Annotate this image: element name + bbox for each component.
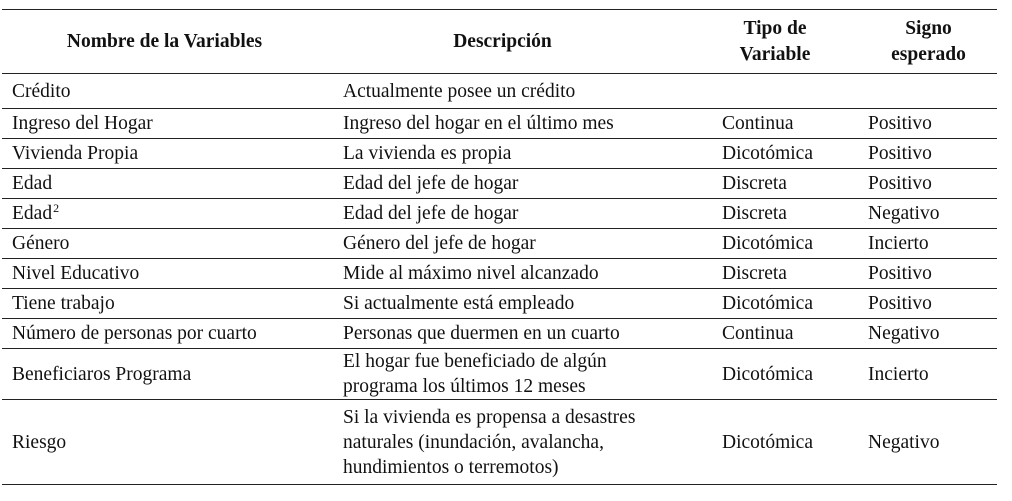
cell-signo: Incierto	[868, 229, 997, 259]
cell-descripcion: Personas que duermen en un cuarto	[333, 319, 712, 349]
header-tipo-line2: Variable	[739, 43, 811, 65]
cell-descripcion-line: hundimientos o terremotos)	[343, 456, 559, 478]
cell-signo	[868, 74, 997, 109]
cell-descripcion: La vivienda es propia	[333, 139, 712, 169]
table-row	[2, 229, 997, 259]
cell-tipo: Dicotómica	[712, 400, 868, 485]
table-row	[2, 169, 997, 199]
table-row	[2, 259, 997, 289]
header-nombre: Nombre de la Variables	[2, 10, 333, 74]
cell-descripcion: Actualmente posee un crédito	[333, 74, 712, 109]
cell-nombre: Género	[2, 229, 333, 259]
cell-descripcion: Si actualmente está empleado	[333, 289, 712, 319]
cell-signo: Positivo	[868, 109, 997, 139]
cell-nombre: Tiene trabajo	[2, 289, 333, 319]
table-row	[2, 319, 997, 349]
cell-signo: Positivo	[868, 259, 997, 289]
cell-nombre: Número de personas por cuarto	[2, 319, 333, 349]
table-row	[2, 349, 997, 400]
cell-tipo: Continua	[712, 319, 868, 349]
cell-signo: Positivo	[868, 139, 997, 169]
cell-descripcion-line: El hogar fue beneficiado de algún	[343, 351, 607, 372]
header-tipo	[712, 10, 868, 74]
cell-tipo: Discreta	[712, 169, 868, 199]
table-body	[2, 74, 997, 485]
cell-descripcion-line: Si la vivienda es propensa a desastres	[343, 406, 636, 428]
cell-tipo: Dicotómica	[712, 289, 868, 319]
cell-tipo: Discreta	[712, 199, 868, 229]
cell-tipo	[712, 74, 868, 109]
cell-nombre: Riesgo	[2, 400, 333, 485]
cell-descripcion: Mide al máximo nivel alcanzado	[333, 259, 712, 289]
cell-tipo: Dicotómica	[712, 229, 868, 259]
cell-nombre: Beneficiaros Programa	[2, 349, 333, 400]
cell-tipo: Discreta	[712, 259, 868, 289]
header-tipo-line1: Tipo de	[743, 17, 807, 39]
table-header	[2, 10, 997, 74]
cell-descripcion: Ingreso del hogar en el último mes	[333, 109, 712, 139]
cell-nombre	[2, 199, 333, 229]
header-descripcion: Descripción	[333, 10, 712, 74]
cell-signo: Negativo	[868, 199, 997, 229]
cell-descripcion-line: naturales (inundación, avalancha,	[343, 431, 604, 453]
table-row	[2, 400, 997, 485]
cell-nombre: Ingreso del Hogar	[2, 109, 333, 139]
header-row	[2, 10, 997, 74]
table-row	[2, 139, 997, 169]
cell-nombre: Vivienda Propia	[2, 139, 333, 169]
cell-signo: Negativo	[868, 319, 997, 349]
table-row	[2, 289, 997, 319]
cell-tipo: Continua	[712, 109, 868, 139]
table-row	[2, 199, 997, 229]
cell-signo: Positivo	[868, 169, 997, 199]
table-row	[2, 109, 997, 139]
cell-descripcion: Edad del jefe de hogar	[333, 169, 712, 199]
cell-nombre-text: Edad	[12, 203, 53, 224]
cell-nombre: Edad	[2, 169, 333, 199]
header-signo	[868, 10, 997, 74]
cell-signo: Positivo	[868, 289, 997, 319]
variables-table	[2, 9, 997, 485]
cell-signo: Incierto	[868, 349, 997, 400]
cell-tipo: Dicotómica	[712, 139, 868, 169]
superscript-exponent: 2	[53, 201, 60, 215]
cell-descripcion-line: programa los últimos 12 meses	[343, 376, 586, 397]
cell-nombre: Nivel Educativo	[2, 259, 333, 289]
cell-nombre: Crédito	[2, 74, 333, 109]
header-signo-line2: esperado	[891, 43, 966, 65]
cell-descripcion	[333, 400, 712, 485]
cell-tipo: Dicotómica	[712, 349, 868, 400]
cell-descripcion: Género del jefe de hogar	[333, 229, 712, 259]
header-signo-line1: Signo	[905, 17, 952, 39]
table-row	[2, 74, 997, 109]
cell-descripcion: Edad del jefe de hogar	[333, 199, 712, 229]
cell-signo: Negativo	[868, 400, 997, 485]
cell-descripcion	[333, 349, 712, 400]
